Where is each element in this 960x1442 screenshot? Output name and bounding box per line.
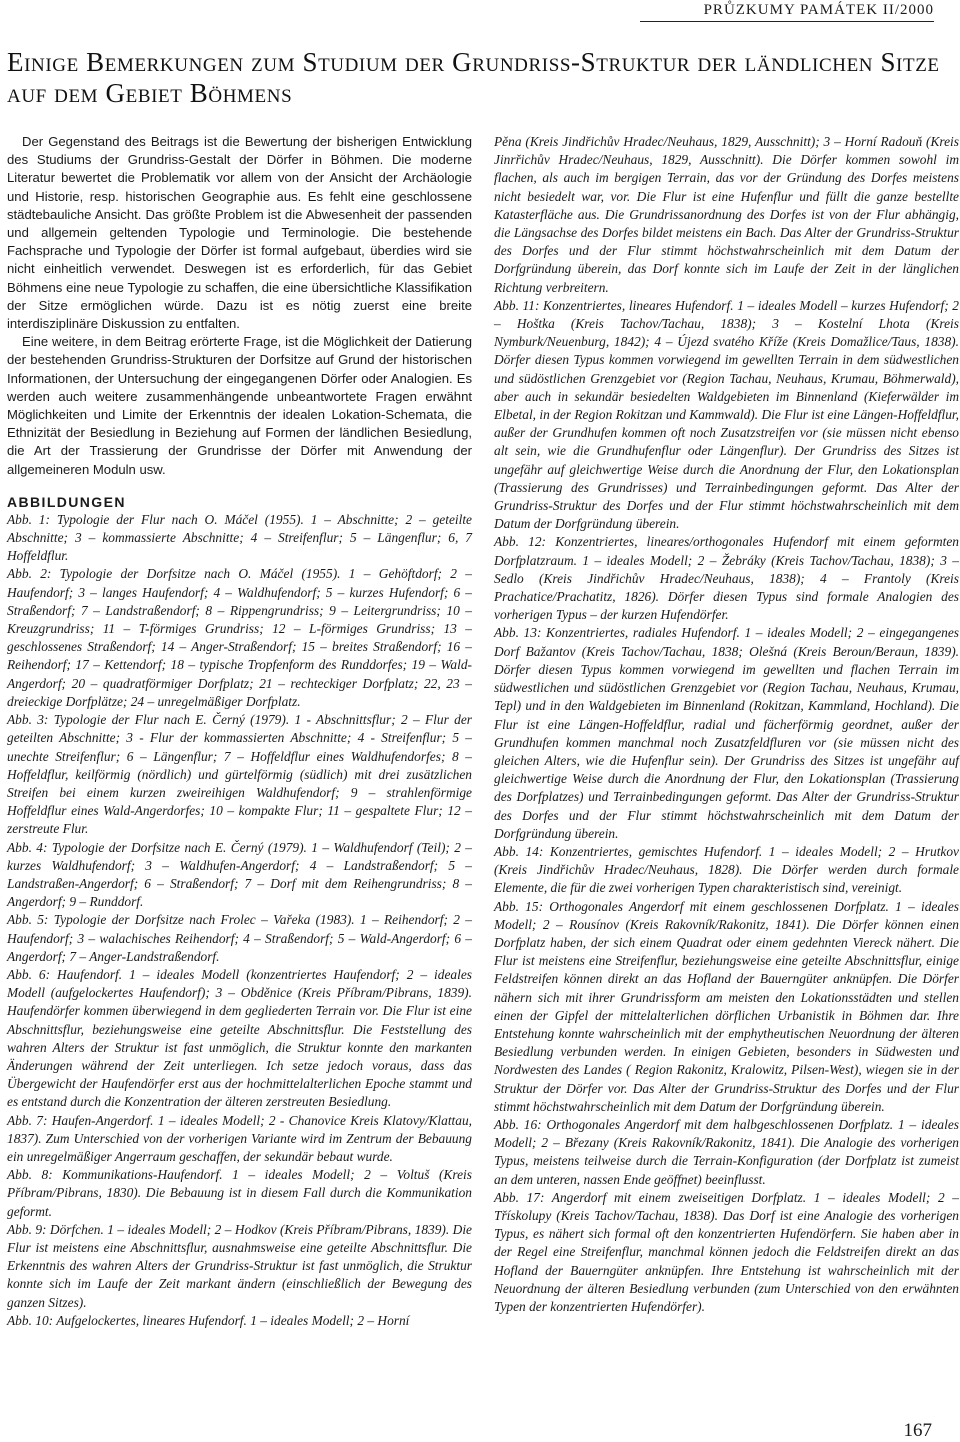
figure-caption: Abb. 5: Typologie der Dorfsitze nach Frolec – Vařeka (1983). 1 – Reihendorf; 2 – Haufendorf; 3 – walachisches Reihendorf; 4 – Straßendorf; 5 – Wald-Angerdorf; 6 – Angerdorf; 7 – Anger-Landstraßendorf. bbox=[7, 912, 472, 964]
section-heading: ABBILDUNGEN bbox=[7, 493, 126, 510]
figure-caption: Abb. 6: Haufendorf. 1 – ideales Modell (konzentriertes Haufendorf; 2 – ideales Modell (aufgelockertes Haufendorf); 3 – Obděnice (Kreis Příbram/Pibrans, 1839). Haufendörfer kommen überwiegend in dem gegliederten Terrain vor. Die Flur ist eine Abschnittsflur, beziehungsweise eine geteilte Abschnittsflur. Die Feststellung des wahren Alters der Struktur ist fast unmöglich, die Struktur konnte den markanten Änderungen während der Zeit unterliegen. Ich setze jedoch voraus, dass das Übergewicht der Haufendörfer erst aus der hochmittelalterlichen Epoche stammt und es entstand durch die Konzentration der älteren zerstreuten Besiedlung. bbox=[7, 966, 472, 1110]
figure-caption: Abb. 10: Aufgelockertes, lineares Hufendorf. 1 – ideales Modell; 2 – Horní bbox=[7, 1312, 410, 1328]
abstract-paragraph-2: Eine weitere, in dem Beitrag erörterte Frage, ist die Möglichkeit der Datierung der bestehenden Grundriss-Strukturen der Dorfsitze auf Grund der historischen Informationen, der Untersuchung der eingegangenen Dörfer oder Analogien. Es werden auch weitere zusammenhängende unbeantwortete Fragen erwähnt Möglichkeiten und Limite der Erkenntnis der idealen Lokation-Schemata, die Ethnizität der Besiedlung in Beziehung auf Formen der ländlichen Besiedlung, die Art der Trassierung der Grundrisse der Dörfer mit Anwendung der allgemeineren Moduln usw. bbox=[7, 334, 472, 477]
figure-caption: Abb. 9: Dörfchen. 1 – ideales Modell; 2 – Hodkov (Kreis Příbram/Pibrans, 1839). Die Flur ist meistens eine Abschnittsflur, ausnahmsweise eine geteilte Abschnittsflur. Die Erkenntnis des wahren Alters der Grundriss-Struktur ist fast unmöglich, die Struktur konnte sich im Laufe der Zeit markant ändern (einschließlich der Bewegung des ganzen Sitzes). bbox=[7, 1221, 472, 1310]
figure-caption: Abb. 7: Haufen-Angerdorf. 1 – ideales Modell; 2 - Chanovice Kreis Klatovy/Klattau, 1837). Zum Unterschied von der vorherigen Variante wird im Zentrum der Bebauung ein unregelmäßiger Angerraum geschaffen, der sekundär bebaut wurde. bbox=[7, 1112, 472, 1164]
running-head: PRŮZKUMY PAMÁTEK II/2000 bbox=[640, 2, 934, 22]
figure-caption: Abb. 17: Angerdorf mit einem zweiseitigen Dorfplatz. 1 – ideales Modell; 2 – Třískolupy (Kreis Tachov/Tachau, 1838). Das Dorf ist eine Analogie des vorherigen Typus, es nähert sich formal oft den konzentrierten Hufendörfern. Sie haben aber in der Regel eine Streifenflur, manchmal können jedoch die Feldstreifen direkt an das Hofland der Bauerngüter anknüpfen. Ihre Entstehung ist wahrscheinlich mit der Neuordnung der älteren Besiedlung verbunden (zum Unterschied von den erwähnten Typen der konzentrierten Hufendörfer). bbox=[494, 1189, 959, 1314]
right-column bbox=[494, 133, 959, 1316]
figure-caption: Abb. 3: Typologie der Flur nach E. Černý (1979). 1 - Abschnittsflur; 2 – Flur der geteilten Abschnitte; 3 - Flur der kommassierten Abschnitte; 4 - Streifenflur; 5 – unechte Streifenflur; 6 – Längenflur; 7 – Hoffeldflur eines Waldhufendorfes; 8 – Hoffeldflur, keilförmig (nördlich) und gürtelförmig (südlich) mit drei zusätzlichen Streifen bei einem kurzen zweireihigen Waldhufendorf; 9 – strahlenförmige Hoffeldflur eines Wald-Angerdorfes; 10 – kompakte Flur; 11 – gespaltete Flur; 12 – zerstreute Flur. bbox=[7, 712, 472, 837]
figure-caption: Abb. 14: Konzentriertes, gemischtes Hufendorf. 1 – ideales Modell; 2 – Hrutkov (Kreis Jindřichův Hradec/Neuhaus, 1828). Die Dörfer werden durch formale Elemente, die für die zwei vorherigen Typen charakteristisch sind, vereinigt. bbox=[494, 843, 959, 896]
figure-caption: Abb. 11: Konzentriertes, lineares Hufendorf. 1 – ideales Modell – kurzes Hufendorf; 2 – Hoštka (Kreis Tachov/Tachau, 1838); 3 – Kostelní Lhota (Kreis Nymburk/Neuenburg, 1842); 4 – Újezd svatého Kříže (Kreis Domažlice/Taus, 1838). Dörfer diesen Typus kommen vorwiegend im gewellten Terrain in dem südwestlichen und südöstlichen Grenzgebiet vor (Region Tachau, Neuhaus, Krumau, Böhmerwald), aber auch in sekundär besiedelten Waldgebieten im Binnenland (Kieferwälder im Elbetal, in der Region Rokitzan und Kammwald). Die Flur ist eine Längen-Hoffeldflur, außer der Grundhufen kommen oft noch Zusatzstreifen vor (sie müssen nicht ebenso alt sein, wie die Grundhufenflur oder Längenflur). Der Grundriss des Sitzes ist ungefähr auf gleichwertige Weise durch die Anordnung der Flur, den Lokationsplan (Trassierung des Grundrisses) und Terrainbedingungen geformt. Das Alter der Grundriss-Struktur des Dorfes und der Flur stimmt höchstwahrscheinlich mit dem Datum der Dorfgründung überein. bbox=[494, 297, 959, 532]
figure-caption: Abb. 13: Konzentriertes, radiales Hufendorf. 1 – ideales Modell; 2 – eingegangenes Dorf Bažantov (Kreis Tachov/Tachau, 1838; Olešná (Kreis Beroun/Beraun, 1839). Dörfer diesen Typus kommen vorwiegend im gewellten und flachen Terrain im südwestlichen und südöstlichen Grenzgebiet vor (Region Tachau, Neuhaus, Krumau, Tepl) und in den Waldgebieten im Binnenland (Rokitzan, Kammland, Hochland). Die Flur ist eine Längen-Hoffeldflur, radial und fächerförmig geordnet, außer der Grundhufen kommen manchmal noch Zusatzfeldfluren vor (sie müssen nicht des gleichen Alters, wie die Hufenflur sein). Der Grundriss des Sitzes ist ungefähr auf gleichwertige Weise durch die Anordnung der Flur, den Lokationsplan (Trassierung des Dorfplatzes) und Terrainbedingungen geformt. Das Alter der Grundriss-Struktur des Dorfes und der Flur stimmt höchstwahrscheinlich mit dem Datum der Dorfgründung überein. bbox=[494, 625, 959, 841]
figure-caption: Abb. 8: Kommunikations-Haufendorf. 1 – ideales Modell; 2 – Voltuš (Kreis Příbram/Pibrans, 1830). Die Bebauung ist in diesem Fall durch die Kommunikation geformt. bbox=[7, 1167, 472, 1219]
abstract-paragraph-1: Der Gegenstand des Beitrags ist die Bewertung der bisherigen Entwicklung des Studiums der Grundriss-Gestalt der Dörfer in Böhmen. Die moderne Literatur bewertet die Problematik vor allem von der Ansicht der Archäologie und Historie, resp. historischen Geographie aus. Es fehlt eine geschlossene städtebauliche Ansicht. Das größte Problem ist die Abwesenheit der passenden und allgemein geltenden Typologie und Terminologie. Die bestehende Fachsprache und Typologie der Dörfer ist formal aufgebaut, überdies wird sie nicht einheitlich verwendet. Deswegen ist es erforderlich, für das Gebiet Böhmens eine neue Typologie zu schaffen, die eine übersichtliche Klassifikation der Sitze ermöglichen würde. Dazu ist es nötig zuerst eine breite interdisziplinäre Diskussion zu entfalten. bbox=[7, 134, 472, 332]
figure-caption: Abb. 4: Typologie der Dorfsitze nach E. Černý (1979). 1 – Waldhufendorf (Teil); 2 – kurzes Waldhufendorf; 3 – Waldhufen-Angerdorf; 4 – Landstraßendorf; 5 –Landstraßen-Angerdorf; 6 – Straßendorf; 7 – Dorf mit dem Reihengrundriss; 8 – Angerdorf; 9 – Runddorf. bbox=[7, 839, 472, 910]
article-title: Einige Bemerkungen zum Studium der Grundriss-Struktur der ländlichen Sitze auf dem Gebiet Böhmens bbox=[7, 47, 940, 108]
figure-caption-continued: Pěna (Kreis Jindřichův Hradec/Neuhaus, 1829, Ausschnitt); 3 – Horní Radouň (Kreis Jinrřichův Hradec/Neuhaus, 1829, Ausschnitt). Die Dörfer kommen sowohl im flachen, als auch im bergigen Terrain, das vor der Gründung des Dorfes meistens nicht besiedelt war, vor. Die Flur ist eine Hufenflur und füllt die ganze bestellte Katasterfläche aus. Die Grundrissanordnung des Dorfes ist von der Flur abhängig, die Längsachse des Dorfes bildet meistens ein Bach. Das Alter der Grundriss-Struktur des Dorfes und der Flur stimmt höchstwahrscheinlich mit dem Datum der Dorfgründung überein, das Dorf konnte sich im Laufe der Zeit in der länglichen Richtung verbreitern. bbox=[494, 134, 959, 295]
figure-caption: Abb. 12: Konzentriertes, lineares/orthogonales Hufendorf mit einem geformten Dorfplatzraum. 1 – ideales Modell; 2 – Žebráky (Kreis Tachov/Tachau, 1838); 3 – Sedlo (Kreis Jindřichův Hradec/Neuhaus, 1838); 4 – Frantoly (Kreis Prachatice/Prachatitz, 1826). Dörfer diesen Typus sind formale Analogien des vorherigen Typus – der kurzen Hufendörfer. bbox=[494, 534, 959, 623]
figure-caption: Abb. 16: Orthogonales Angerdorf mit dem halbgeschlossenen Dorfplatz. 1 – ideales Modell; 2 – Březany (Kreis Rakovník/Rakonitz, 1841). Die Analogie des vorherigen Typus, meistens teilweise durch die Terrain-Konfiguration (der Dorfplatz ist zumeist an dem unteren, nassen Ende geöffnet) beeinflusst. bbox=[494, 1116, 959, 1187]
left-column bbox=[7, 133, 472, 1330]
figure-caption: Abb. 1: Typologie der Flur nach O. Máčel (1955). 1 – Abschnitte; 2 – geteilte Abschnitte; 3 – kommassierte Abschnitte; 4 – Streifenflur; 5 – Längenflur; 6, 7 Hoffeldflur. bbox=[7, 511, 472, 564]
figure-caption: Abb. 2: Typologie der Dorfsitze nach O. Máčel (1955). 1 – Gehöftdorf; 2 – Haufendorf; 3 – langes Haufendorf; 4 – Waldhufendorf; 5 – kurzes Hufendorf; 6 – Straßendorf; 7 – Landstraßendorf; 8 – Rippengrundriss; 9 – Leitergrundriss; 10 – Kreuzgrundriss; 11 – T-förmiges Grundriss; 12 – L-förmiges Grundriss; 13 – geschlossenes Straßendorf; 14 – Anger-Straßendorf; 15 – breites Straßendorf; 16 – Reihendorf; 17 – Kettendorf; 18 – typische Tropfenform des Runddorfes; 19 – Wald-Angerdorf; 20 – quadratförmiger Dorfplatz; 21 – rechteckiger Dorfplatz; 22, 23 – dreieckige Dorfplätze; 24 – unregelmäßiger Dorfplatz. bbox=[7, 566, 472, 709]
figure-caption: Abb. 15: Orthogonales Angerdorf mit einem geschlossenen Dorfplatz. 1 – ideales Modell; 2 – Rousínov (Kreis Rakovník/Rakonitz, 1841). Die Dörfer können einen Dorfplatz haben, der sich einem Quadrat oder einem gedehnten Viereck nähert. Die Flur ist meistens eine Streifenflur, beziehungsweise eine geteilte Abschnittsflur, einige Feldstreifen können direkt an das Hofland der Bauerngüter anknüpfen. Die Dörfer nähern sich mit ihrer Grundrissform am meisten den Lokationsstädten und stellen einen der Gipfel der mittelalterlichen dörflichen Urbanistik in Böhmen dar. Ihre Entstehung konnte wahrscheinlich mit der emphytheutischen Neuordnung der älteren Besiedlung verbunden werden. In einigen Gebieten, besonders in Südwesten und Nordwesten des Landes ( Region Rakonitz, Kralowitz, Pilsen-West), wiegen sie in der Struktur der Dörfer vor. Das Alter der Grundriss-Struktur des Dorfes und der Flur stimmt höchstwahrscheinlich mit dem Datum der Dorfgründung überein. bbox=[494, 898, 959, 1114]
page-number: 167 bbox=[903, 1420, 932, 1441]
